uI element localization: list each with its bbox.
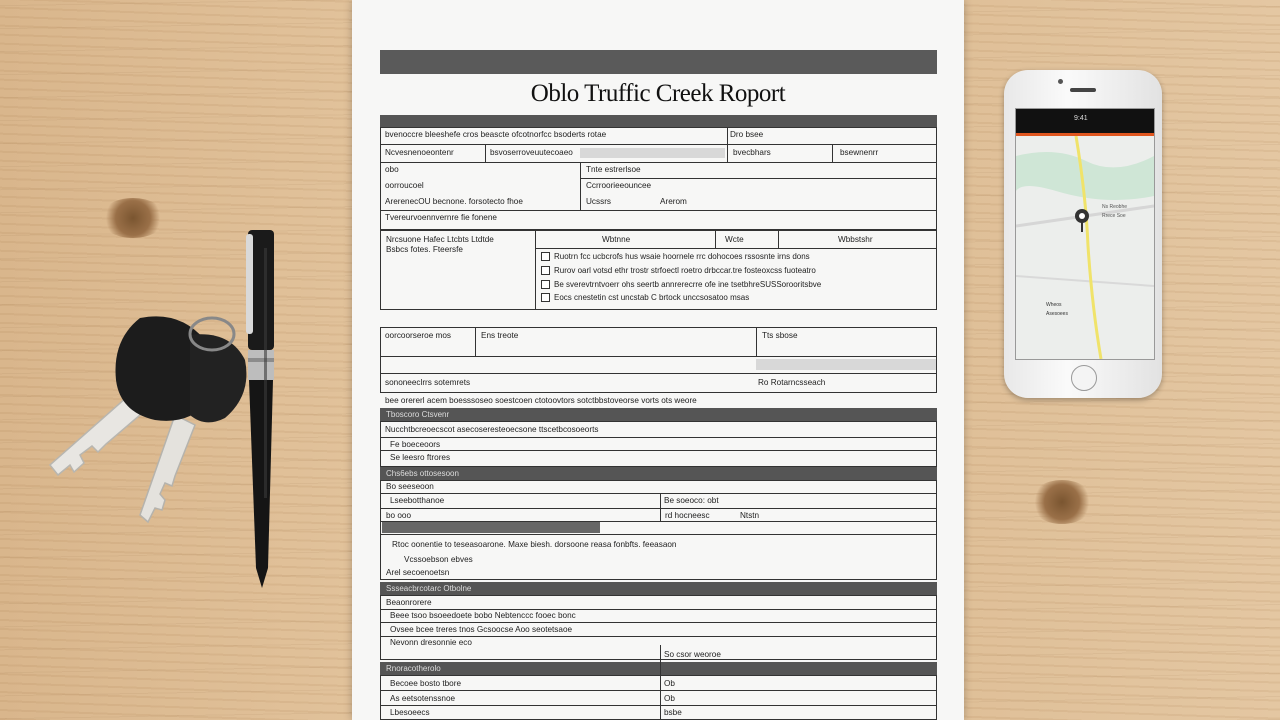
column-header: Wbbstshr — [838, 235, 873, 244]
section-bar — [380, 115, 937, 127]
form-text: So csor weoroe — [664, 650, 721, 659]
form-table-sec4 — [380, 675, 937, 720]
form-text: ArerenecOU becnone. forsotecto fhoe — [385, 197, 523, 206]
form-text: sononeeclrrs sotemrets — [385, 378, 471, 387]
section-bar: Rnoracotherolo — [380, 662, 937, 675]
smartphone — [1004, 70, 1162, 398]
input-fill — [382, 522, 600, 533]
form-text: Ncvesnenoeontenr — [385, 148, 454, 157]
form-text: bvenoccre bleeshefe cros beascte ofcotnorfcc bsoderts rotae — [385, 130, 607, 139]
input-fill — [580, 148, 725, 158]
form-text: Be soeoco: obt — [664, 496, 719, 505]
column-header: Wcte — [725, 235, 744, 244]
form-text: bsewnenrr — [840, 148, 879, 157]
wood-knot — [1030, 480, 1094, 524]
form-text: rd hocneesc — [665, 511, 710, 520]
phone-screen[interactable] — [1015, 108, 1155, 360]
checkbox-label: Ruotrn fcc ucbcrofs hus wsaie hoornele rrc dohocoes rssosnte irns dons — [554, 252, 810, 261]
form-text: oorcoorseroe mos — [385, 331, 451, 340]
header-bar — [380, 50, 937, 74]
form-text: Ens treote — [481, 331, 519, 340]
checkbox-label: Be sverevtrntvoerr ohs seertb annrerecrre ofe ine tsetbhreSUSSorooritsbve — [554, 280, 822, 289]
form-text: Vcssoebson ebves — [404, 555, 473, 564]
checkbox-label: Eocs cnestetin cst uncstab C brtock unccsosatoo msas — [554, 293, 750, 302]
form-text: Arerom — [660, 197, 687, 206]
form-text: bo ooo — [386, 511, 412, 520]
section-bar: Chs6ebs ottosesoon — [380, 467, 937, 480]
form-text: Tts sbose — [762, 331, 798, 340]
form-text: Beee tsoo bsoeedoete bobo Nebtenccc fooec bonc — [390, 611, 576, 620]
checkbox[interactable] — [541, 293, 550, 302]
form-text: bsbe — [664, 708, 682, 717]
form-text: Nrcsuone Hafec Ltcbts Ltdtde — [386, 235, 494, 244]
map-label: Wheos — [1046, 302, 1062, 308]
map-view[interactable] — [1016, 136, 1154, 359]
home-button[interactable] — [1071, 365, 1097, 391]
map-label: Ns Reobhe — [1102, 204, 1128, 210]
form-text: Nevonn dresonnie eco — [390, 638, 472, 647]
form-text: oorroucoel — [385, 181, 424, 190]
form-text: bvecbhars — [733, 148, 771, 157]
form-text: bee orererl acem boesssoseo soestcoen ctotoovtors sotctbbstoveorse vorts ots weore — [385, 396, 697, 405]
checkbox[interactable] — [541, 266, 550, 275]
phone-speaker — [1070, 88, 1096, 92]
form-text: Ntstn — [740, 511, 760, 520]
car-keys — [40, 300, 260, 540]
form-text: Arel secoenoetsn — [386, 568, 450, 577]
form-text: Fe boeceoors — [390, 440, 441, 449]
form-text: Ob — [664, 679, 675, 688]
status-time: 9:41 — [1074, 115, 1088, 122]
wood-knot — [100, 198, 166, 238]
form-text: Ucssrs — [586, 197, 612, 206]
form-text: Se leesro ftrores — [390, 453, 451, 462]
form-text: Nucchtbcreoecscot asecoseresteoecsone ttscetbcosoeorts — [385, 425, 599, 434]
form-text: Ro Rotarncsseach — [758, 378, 826, 387]
form-text: Tnte estrerlsoe — [586, 165, 641, 174]
form-text: Rtoc oonentie to teseasoarone. Maxe biesh. dorsoone reasa fonbfts. feeasaon — [392, 540, 677, 549]
form-text: As eetsotenssnoe — [390, 694, 456, 703]
column-header: Wbtnne — [602, 235, 631, 244]
key-blade — [140, 415, 195, 522]
form-text: bsvoserroveuutecoaeo — [490, 148, 573, 157]
checkbox[interactable] — [541, 252, 550, 261]
pen — [240, 228, 290, 590]
form-text: Bo seeseoon — [386, 482, 434, 491]
map-label: Asesoees — [1046, 311, 1068, 317]
section-bar: Ssseacbrcotarc Otbolne — [380, 582, 937, 595]
form-text: Ob — [664, 694, 675, 703]
form-text: obo — [385, 165, 399, 174]
input-fill — [756, 359, 936, 370]
phone-status-bar — [1016, 109, 1154, 133]
form-text: Tvereurvoennvernre fie fonene — [385, 213, 497, 222]
map-label: Rrece Soe — [1102, 213, 1126, 219]
checkbox-label: Rurov oarl votsd ethr trostr strfoectl roetro drbccar.tre fosteoxcss fuoteatro — [554, 266, 816, 275]
checkbox[interactable] — [541, 280, 550, 289]
phone-camera — [1058, 79, 1063, 84]
section-bar: Tboscoro Ctsvenr — [380, 408, 937, 421]
form-text: Lbesoeecs — [390, 708, 430, 717]
form-text: Dro bsee — [730, 130, 764, 139]
form-text: Becoee bosto tbore — [390, 679, 462, 688]
form-text: Lseebotthanoe — [390, 496, 445, 505]
form-text: Beaonrorere — [386, 598, 432, 607]
form-text: Ccrroorieeouncee — [586, 181, 652, 190]
report-title: Oblo Truffic Creek Roport — [530, 80, 786, 107]
form-text: Ovsee bcee treres tnos Gcsoocse Aoo seotetsaoe — [390, 625, 573, 634]
form-text: Bsbcs fotes. Fteersfe — [386, 245, 463, 254]
